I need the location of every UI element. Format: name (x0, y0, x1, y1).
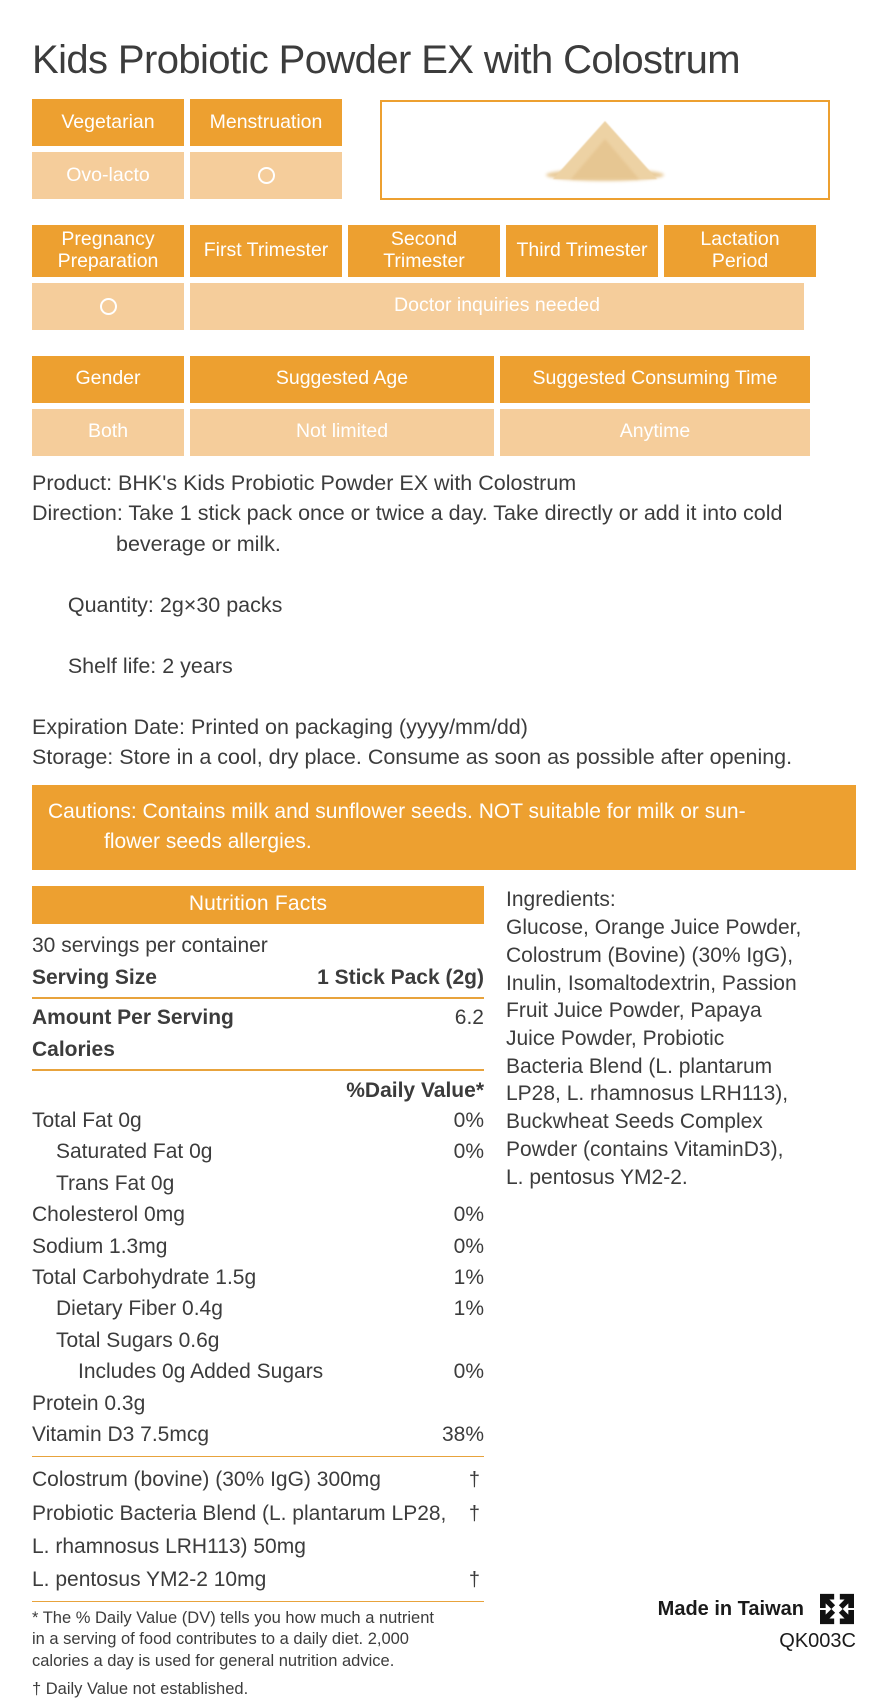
made-in-label: Made in Taiwan (657, 1597, 804, 1620)
cell-gender-value: Both (32, 409, 184, 456)
cautions-box (32, 785, 856, 871)
table-row (32, 1356, 484, 1387)
product-code: QK003C (779, 1630, 856, 1652)
nutrient-label: Total Fat 0g (32, 1109, 142, 1132)
footnotes (32, 1602, 484, 1701)
table-row (32, 1168, 484, 1199)
nutrient-label: Trans Fat 0g (56, 1171, 175, 1195)
amount-per-serving-label: Amount Per Serving (32, 1006, 234, 1030)
servings-per-container-row (32, 930, 484, 961)
cell-doctor-inquiries-value: Doctor inquiries needed (190, 283, 804, 330)
taiwan-recycle-icon (818, 1592, 856, 1626)
cell-pregnancy-preparation-label: Pregnancy Preparation (57, 228, 159, 272)
cautions-line2: flower seeds allergies. (104, 829, 312, 853)
powder-pile-graphic (530, 119, 680, 181)
nutrient-value: 0% (453, 1203, 484, 1227)
page-title: Kids Probiotic Powder EX with Colostrum (32, 38, 740, 82)
supplement-value: † (468, 1469, 480, 1492)
supplement-value: † (468, 1569, 480, 1592)
description-shelf-life: Shelf life: 2 years (67, 653, 233, 678)
ingredients-line: Buckwheat Seeds Complex (506, 1110, 763, 1134)
ingredients-line: Colostrum (Bovine) (30% IgG), (506, 943, 794, 967)
footnote-star-line3: calories a day is used for general nutrition advice. (32, 1651, 395, 1670)
nutrient-value: 1% (453, 1265, 484, 1289)
cell-vegetarian-header: Vegetarian (32, 99, 184, 146)
ingredients-line: Powder (contains VitaminD3), (506, 1137, 784, 1161)
amount-per-serving-block (32, 999, 484, 1065)
table-row (32, 1388, 484, 1419)
nutrient-value: 0% (453, 1109, 484, 1132)
ingredients-line: Juice Powder, Probiotic (506, 1027, 725, 1051)
table-row (32, 1419, 484, 1450)
lower-section (32, 886, 856, 1700)
nutrient-label: Saturated Fat 0g (56, 1140, 213, 1164)
nutrient-label: Includes 0g Added Sugars (78, 1360, 324, 1384)
cell-suggested-age-header: Suggested Age (190, 356, 494, 403)
cell-third-trimester-header: Third Trimester (506, 225, 658, 277)
table-row (32, 1231, 484, 1262)
table-row (32, 1530, 484, 1563)
nutrient-label: Total Carbohydrate 1.5g (32, 1265, 257, 1289)
footer (658, 1592, 856, 1653)
cell-menstruation-value (190, 152, 342, 199)
nutrient-label: Vitamin D3 7.5mcg (32, 1422, 210, 1446)
ingredients-line: Glucose, Orange Juice Powder, (506, 916, 802, 940)
table-row (32, 1199, 484, 1230)
description-storage: Storage: Store in a cool, dry place. Consume as soon as possible after opening. (32, 745, 793, 770)
attribute-row-pregnancy-value (32, 283, 856, 330)
nutrient-value: 38% (441, 1422, 484, 1446)
attribute-row-general-value (32, 409, 856, 456)
nutrient-value: 1% (453, 1297, 484, 1321)
cell-second-trimester-header: Second Trimester (348, 225, 500, 277)
daily-value-header: %Daily Value* (346, 1079, 484, 1102)
cell-lactation-period-header: Lactation Period (664, 225, 816, 277)
nutrient-value: 0% (453, 1234, 484, 1258)
nutrient-value: 0% (453, 1360, 484, 1384)
ingredients-line: Bacteria Blend (L. plantarum (506, 1054, 773, 1078)
supplement-label: Colostrum (bovine) (30% IgG) 300mg (32, 1468, 381, 1492)
description-quantity-shelf (32, 559, 856, 712)
description-direction-line1: Direction: Take 1 stick pack once or twice a day. Take directly or add it into cold (32, 501, 783, 526)
nutrient-label: Protein 0.3g (32, 1391, 146, 1415)
description-direction-line2: beverage or milk. (116, 531, 281, 556)
supplement-label: L. rhamnosus LRH113) 50mg (32, 1535, 306, 1559)
table-row (32, 1105, 484, 1136)
ingredients-line: Fruit Juice Powder, Papaya (506, 999, 762, 1023)
footnote-star-line2: in a serving of food contributes to a daily diet. 2,000 (32, 1630, 409, 1649)
ingredients-panel (506, 886, 856, 1700)
nutrient-label: Dietary Fiber 0.4g (56, 1297, 223, 1321)
serving-size-label: Serving Size (32, 965, 157, 989)
description-quantity: Quantity: 2g×30 packs (67, 592, 283, 617)
ingredients-line: LP28, L. rhamnosus LRH113), (506, 1082, 789, 1106)
supplement-label: L. pentosus YM2-2 10mg (32, 1568, 267, 1592)
nutrition-facts-banner: Nutrition Facts (32, 886, 484, 924)
supplement-rows (32, 1457, 484, 1597)
supplement-label: Probiotic Bacteria Blend (L. plantarum LP28, (32, 1501, 447, 1525)
cell-menstruation-header: Menstruation (190, 99, 342, 146)
table-row (32, 1497, 484, 1530)
table-row (32, 1262, 484, 1293)
servings-info (32, 924, 484, 993)
attribute-table (32, 99, 856, 456)
description-product: Product: BHK's Kids Probiotic Powder EX with Colostrum (32, 470, 577, 495)
table-row (32, 1563, 484, 1596)
cell-suggested-consuming-time-value: Anytime (500, 409, 810, 456)
table-row (32, 1463, 484, 1496)
cell-gender-header: Gender (32, 356, 184, 403)
cell-ovo-lacto-value: Ovo-lacto (32, 152, 184, 199)
circle-mark-icon (258, 167, 275, 184)
serving-size-row (32, 962, 484, 993)
table-row (32, 1293, 484, 1324)
footnote-dagger: † Daily Value not established. (32, 1680, 249, 1699)
cell-pregnancy-preparation-header (32, 225, 184, 277)
calories-value: 6.2 (454, 1006, 484, 1030)
circle-mark-icon (100, 298, 117, 315)
spacer (32, 205, 856, 219)
nutrient-label: Sodium 1.3mg (32, 1234, 168, 1258)
description-expiration: Expiration Date: Printed on packaging (yyyy/mm/dd) (32, 714, 528, 739)
ingredients-line: L. pentosus YM2-2. (506, 1165, 688, 1189)
nutrient-value: 0% (453, 1140, 484, 1164)
calories-label: Calories (32, 1037, 115, 1061)
cell-suggested-age-value: Not limited (190, 409, 494, 456)
product-image (380, 100, 830, 200)
ingredients-heading: Ingredients: (506, 888, 616, 912)
attribute-row-general-header (32, 356, 856, 403)
calories-row (32, 1034, 484, 1065)
product-description (32, 456, 856, 773)
ingredients-line: Inulin, Isomaltodextrin, Passion (506, 971, 797, 995)
attribute-row-diet-header (32, 99, 856, 146)
amount-per-serving-row (32, 1002, 484, 1033)
cell-pregnancy-preparation-value (32, 283, 184, 330)
attribute-row-pregnancy-header (32, 225, 856, 277)
cell-first-trimester-header: First Trimester (190, 225, 342, 277)
table-row (32, 1136, 484, 1167)
nutrient-label: Cholesterol 0mg (32, 1203, 185, 1227)
footnote-star-line1: * The % Daily Value (DV) tells you how much a nutrient (32, 1608, 434, 1627)
servings-per-container-label: 30 servings per container (32, 934, 268, 958)
cautions-line1: Cautions: Contains milk and sunflower seeds. NOT suitable for milk or sun- (48, 799, 746, 823)
supplement-value: † (468, 1502, 480, 1525)
cell-suggested-consuming-time-header: Suggested Consuming Time (500, 356, 810, 403)
nutrition-facts-panel (32, 886, 484, 1700)
spacer (32, 336, 856, 350)
serving-size-value: 1 Stick Pack (2g) (317, 965, 484, 989)
nutrient-rows (32, 1105, 484, 1450)
table-row (32, 1325, 484, 1356)
footer-top-row (658, 1592, 856, 1626)
nutrient-label: Total Sugars 0.6g (56, 1328, 220, 1352)
